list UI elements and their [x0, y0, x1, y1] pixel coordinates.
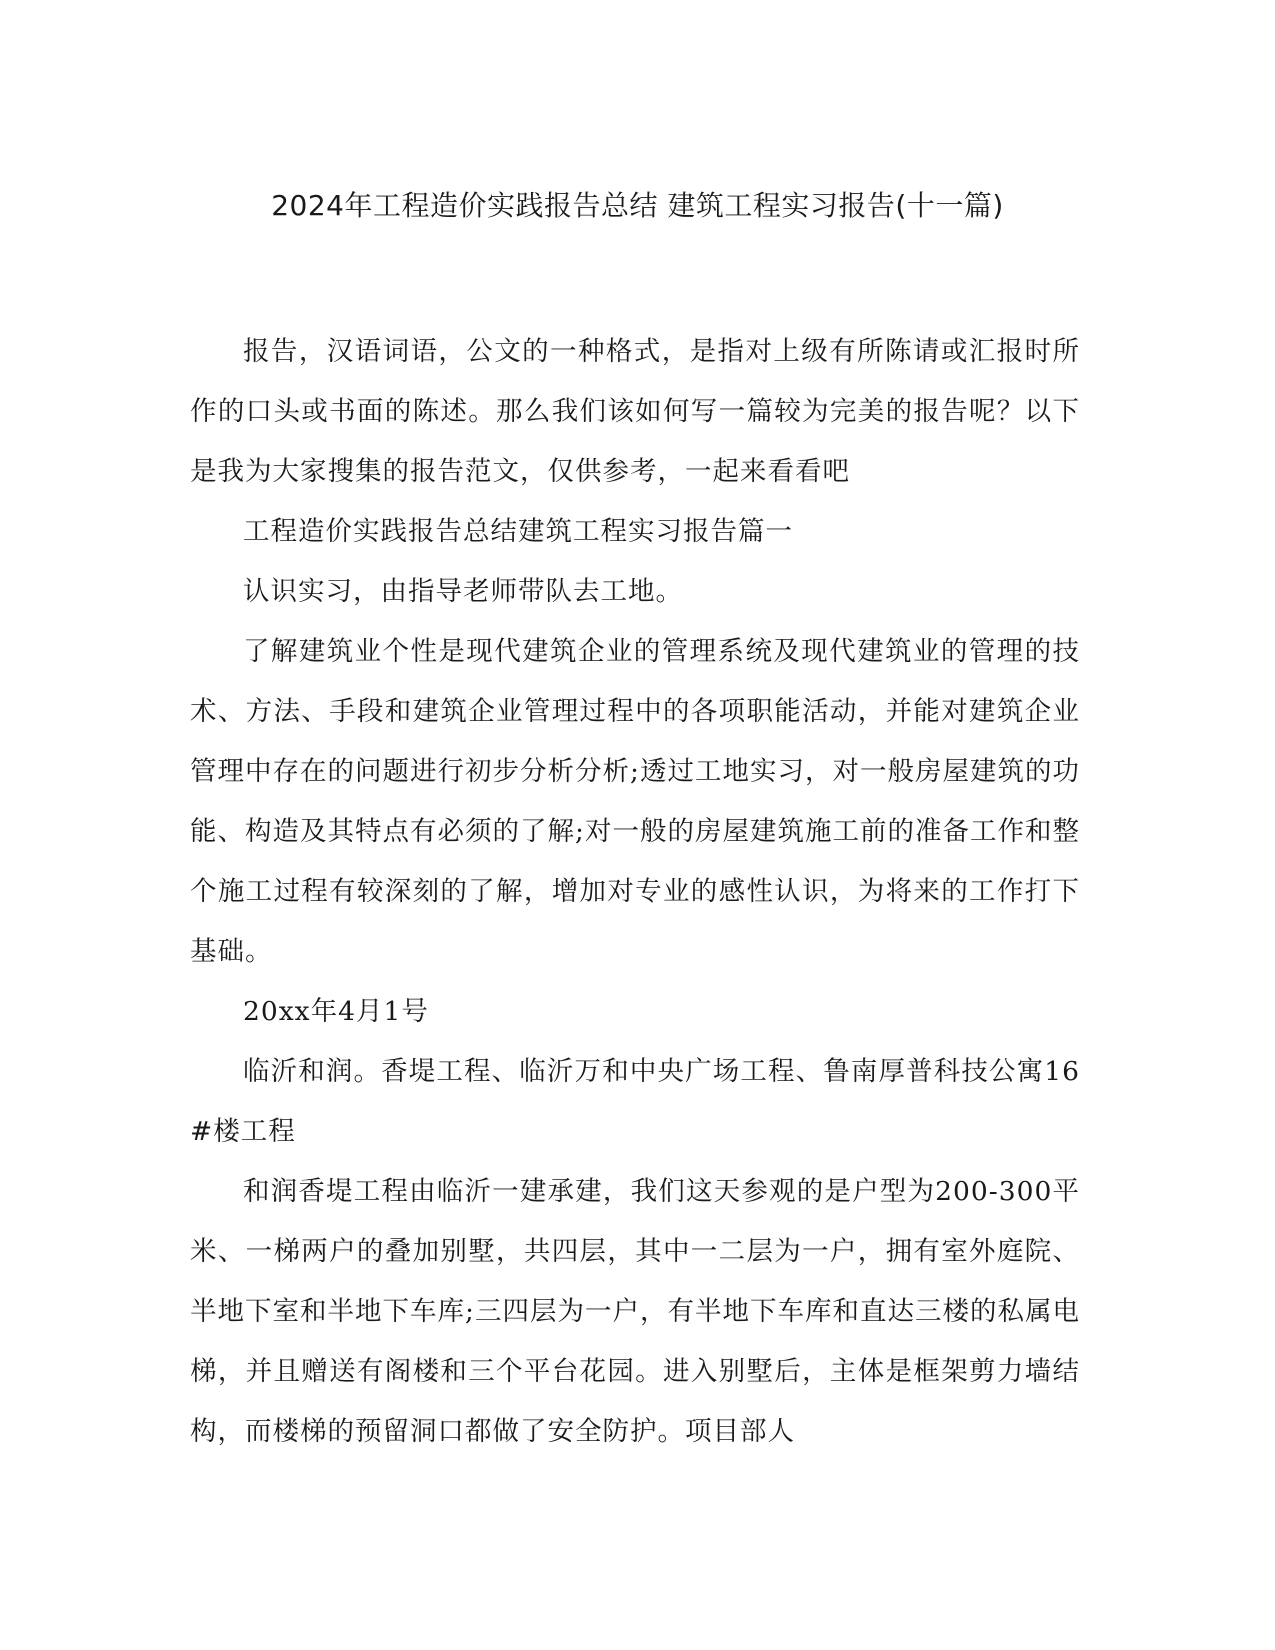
body-paragraph: 认识实习，由指导老师带队去工地。 [243, 576, 683, 607]
section-heading: 工程造价实践报告总结建筑工程实习报告篇一 [243, 516, 793, 547]
body-paragraph: 临沂和润。香堤工程、临沂万和中央广场工程、鲁南厚普科技公寓16#楼工程 [190, 1056, 1080, 1147]
document-body [190, 322, 1080, 1462]
body-paragraph: 和润香堤工程由临沂一建承建，我们这天参观的是户型为200-300平米、一梯两户的叠加别墅，共四层，其中一二层为一户，拥有室外庭院、半地下室和半地下车库;三四层为一户，有半地下车库和直达三楼的私属电梯，并且赠送有阁楼和三个平台花园。进入别墅后，主体是框架剪力墙结构，而楼梯的预留洞口都做了安全防护。项目部人 [190, 1176, 1080, 1447]
date-line: 20xx年4月1号 [243, 996, 429, 1027]
document-title: 2024年工程造价实践报告总结 建筑工程实习报告(十一篇) [271, 189, 1004, 222]
body-paragraph: 了解建筑业个性是现代建筑企业的管理系统及现代建筑业的管理的技术、方法、手段和建筑企业管理过程中的各项职能活动，并能对建筑企业管理中存在的问题进行初步分析分析;透过工地实习，对一般房屋建筑的功能、构造及其特点有必须的了解;对一般的房屋建筑施工前的准备工作和整个施工过程有较深刻的了解，增加对专业的感性认识，为将来的工作打下基础。 [190, 636, 1080, 967]
intro-paragraph: 报告，汉语词语，公文的一种格式，是指对上级有所陈请或汇报时所作的口头或书面的陈述。那么我们该如何写一篇较为完美的报告呢？以下是我为大家搜集的报告范文，仅供参考，一起来看看吧 [190, 336, 1080, 487]
